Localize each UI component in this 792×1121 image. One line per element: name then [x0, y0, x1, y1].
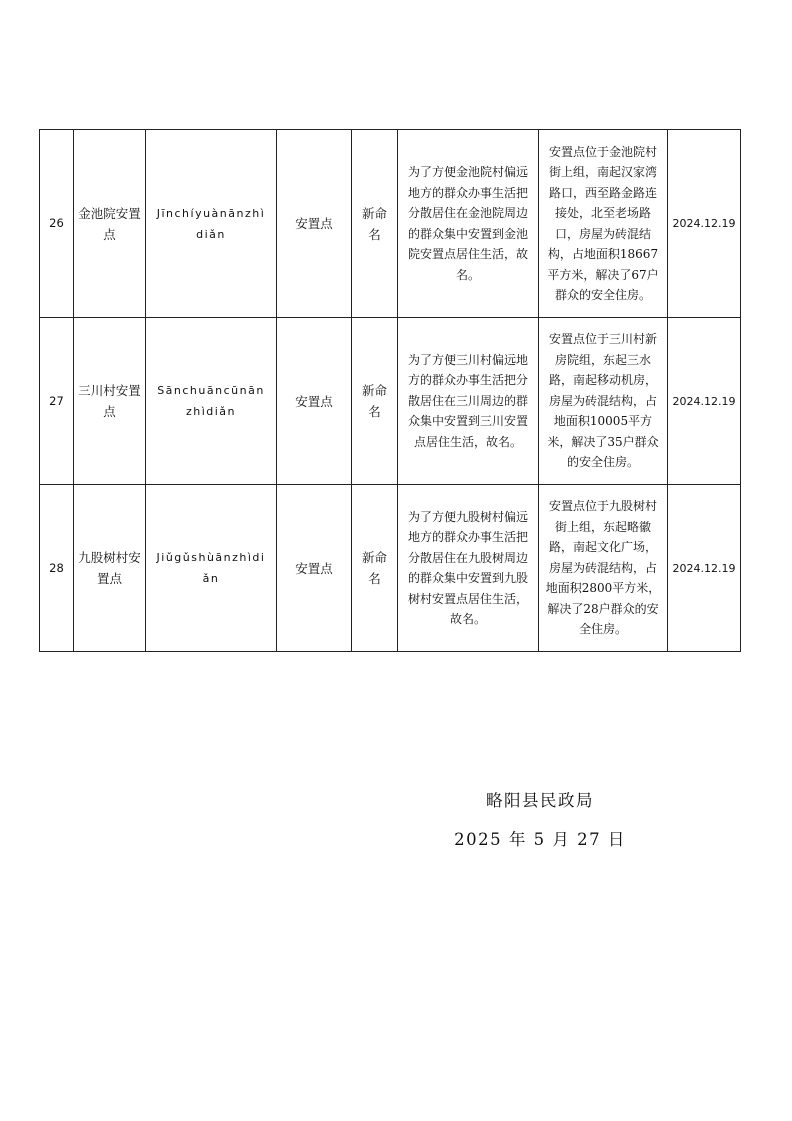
place-pinyin: Jiǔgǔshùānzhìdiǎn	[146, 485, 277, 652]
signature-date: 2025 年 5 月 27 日	[454, 830, 626, 849]
place-description: 安置点位于金池院村街上组，南起汉家湾路口，西至路金路连接处，北至老场路口，房屋为砖混结构，占地面积18667平方米，解决了67户群众的安全住房。	[539, 130, 668, 318]
place-description: 安置点位于三川村新房院组，东起三水路，南起移动机房，房屋为砖混结构，占地面积10005平方米，解决了35户群众的安全住房。	[539, 318, 668, 485]
place-pinyin: Sānchuāncūnānzhìdiǎn	[146, 318, 277, 485]
naming-reason: 为了方便九股树村偏远地方的群众办事生活把分散居住在九股树周边的群众集中安置到九股树村安置点居住生活，故名。	[398, 485, 539, 652]
place-names-table	[39, 129, 741, 652]
table-row	[40, 318, 741, 485]
row-number: 28	[40, 485, 74, 652]
place-pinyin: Jīnchíyuànānzhìdiǎn	[146, 130, 277, 318]
place-description: 安置点位于九股树村街上组，东起略徽路，南起文化广场，房屋为砖混结构，占地面积2800平方米，解决了28户群众的安全住房。	[539, 485, 668, 652]
naming-reason: 为了方便金池院村偏远地方的群众办事生活把分散居住在金池院周边的群众集中安置到金池院安置点居住生活，故名。	[398, 130, 539, 318]
signature-organization: 略阳县民政局	[486, 791, 594, 810]
place-name: 金池院安置点	[74, 130, 146, 318]
table-row	[40, 130, 741, 318]
row-number: 26	[40, 130, 74, 318]
row-number: 27	[40, 318, 74, 485]
place-name: 三川村安置点	[74, 318, 146, 485]
naming-date: 2024.12.19	[668, 318, 741, 485]
table-row	[40, 485, 741, 652]
place-category: 安置点	[277, 318, 352, 485]
naming-type: 新命名	[352, 130, 398, 318]
naming-date: 2024.12.19	[668, 130, 741, 318]
place-category: 安置点	[277, 130, 352, 318]
place-name: 九股树村安置点	[74, 485, 146, 652]
naming-type: 新命名	[352, 318, 398, 485]
place-category: 安置点	[277, 485, 352, 652]
naming-reason: 为了方便三川村偏远地方的群众办事生活把分散居住在三川周边的群众集中安置到三川安置点居住生活，故名。	[398, 318, 539, 485]
naming-type: 新命名	[352, 485, 398, 652]
naming-date: 2024.12.19	[668, 485, 741, 652]
